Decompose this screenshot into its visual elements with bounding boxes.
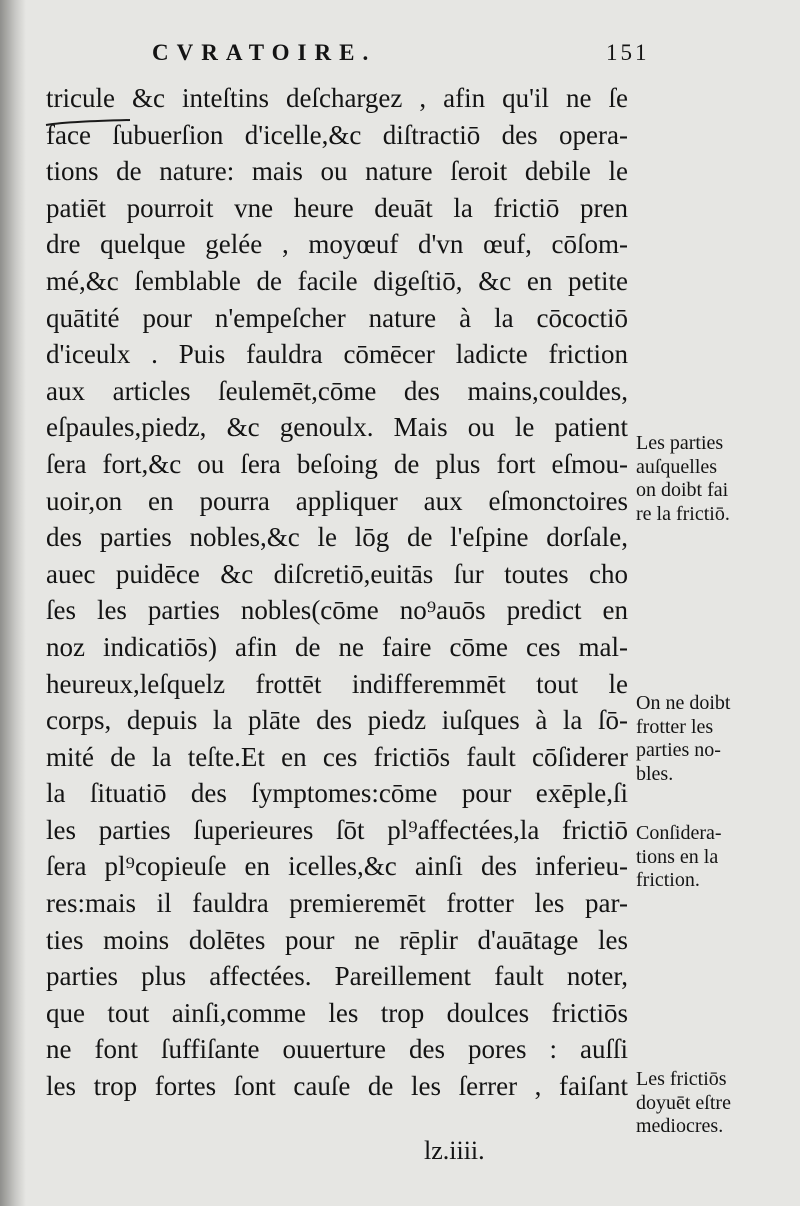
text-line-15: ſes les parties nobles(cōme no⁹auōs predict en	[46, 595, 628, 626]
text-line-22: ſera pl⁹copieuſe en icelles,&c ainſi des inferieu-	[46, 851, 628, 882]
text-line-25: parties plus affectées. Pareillement fault noter,	[46, 961, 628, 992]
margin-note-4	[636, 1068, 796, 1139]
text-line-28: les trop fortes ſont cauſe de les ſerrer , faiſant	[46, 1071, 628, 1102]
text-line-21: les parties ſuperieures ſōt pl⁹affectées,la frictiō	[46, 814, 628, 845]
text-line-6: mé,&c ſemblable de facile digeſtiō, &c en petite	[46, 265, 628, 296]
body-text	[46, 80, 628, 1105]
text-line-11: ſera fort,&c ou ſera beſoing de plus fort eſmou-	[46, 448, 628, 479]
text-line-5: dre quelque gelée , moyœuf d'vn œuf, cōſom-	[46, 229, 628, 260]
margin-note-line: parties no-	[636, 739, 721, 761]
text-line-3: tions de nature: mais ou nature ſeroit debile le	[46, 156, 628, 187]
text-line-9: aux articles ſeulemēt,cōme des mains,couldes,	[46, 375, 628, 406]
margin-note-line: On ne doibt	[636, 692, 731, 714]
margin-note-line: mediocres.	[636, 1115, 724, 1137]
margin-note-line: bles.	[636, 762, 674, 785]
text-line-26: que tout ainſi,comme les trop doulces frictiōs	[46, 997, 628, 1028]
margin-note-line: frotter les	[636, 715, 714, 738]
page-number: 151	[606, 40, 650, 65]
margin-note-line: friction.	[636, 869, 700, 891]
text-line-2: face ſubuerſion d'icelle,&c diſtractiō des opera-	[46, 119, 628, 150]
margin-note-1	[636, 432, 796, 526]
text-line-8: d'iceulx . Puis fauldra cōmēcer ladicte friction	[46, 339, 628, 370]
text-line-18: corps, depuis la plāte des piedz iuſques à la ſō-	[46, 705, 628, 736]
text-line-27: ne font ſuffiſante ouuerture des pores : auſſi	[46, 1034, 628, 1065]
margin-note-line: auſquelles	[636, 455, 718, 478]
margin-note-line: Conſidera-	[636, 822, 722, 844]
text-line-1: tricule &c inteſtins deſchargez , afin qu'il ne ſe	[46, 83, 628, 113]
text-line-4: patiēt pourroit vne heure deuāt la frictiō pren	[46, 192, 628, 223]
text-line-24: ties moins dolētes pour ne rēplir d'auātage les	[46, 924, 628, 955]
text-line-20: la ſituatiō des ſymptomes:cōme pour exēple,ſi	[46, 778, 628, 809]
signature-mark: lz.iiii.	[424, 1136, 485, 1165]
margin-note-3	[636, 822, 796, 893]
text-line-16: noz indicatiōs) afin de ne faire cōme ces mal-	[46, 631, 628, 662]
margin-note-line: re la frictiō.	[636, 502, 730, 525]
margin-note-2	[636, 692, 796, 786]
text-line-19: mité de la teſte.Et en ces frictiōs fault cōſiderer	[46, 741, 628, 772]
text-line-7: quātité pour n'empeſcher nature à la cōcoctiō	[46, 302, 628, 333]
running-title: CVRATOIRE.	[152, 40, 377, 65]
text-line-10: eſpaules,piedz, &c genoulx. Mais ou le patient	[46, 412, 628, 443]
text-line-13: des parties nobles,&c le lōg de l'eſpine dorſale,	[46, 522, 628, 553]
margin-note-line: tions en la	[636, 845, 719, 868]
text-line-17: heureux,leſquelz frottēt indifferemmēt tout le	[46, 668, 628, 699]
margin-note-line: doyuēt eſtre	[636, 1091, 731, 1114]
binding-gutter-shadow	[0, 0, 26, 1206]
text-line-14: auec puidēce &c diſcretiō,euitās ſur toutes cho	[46, 558, 628, 589]
margin-note-line: Les frictiōs	[636, 1068, 727, 1090]
text-line-12: uoir,on en pourra appliquer aux eſmonctoires	[46, 485, 628, 516]
margin-note-line: on doibt fai	[636, 479, 729, 501]
text-line-23: res:mais il fauldra premieremēt frotter les par-	[46, 888, 628, 919]
margin-note-line: Les parties	[636, 432, 724, 454]
